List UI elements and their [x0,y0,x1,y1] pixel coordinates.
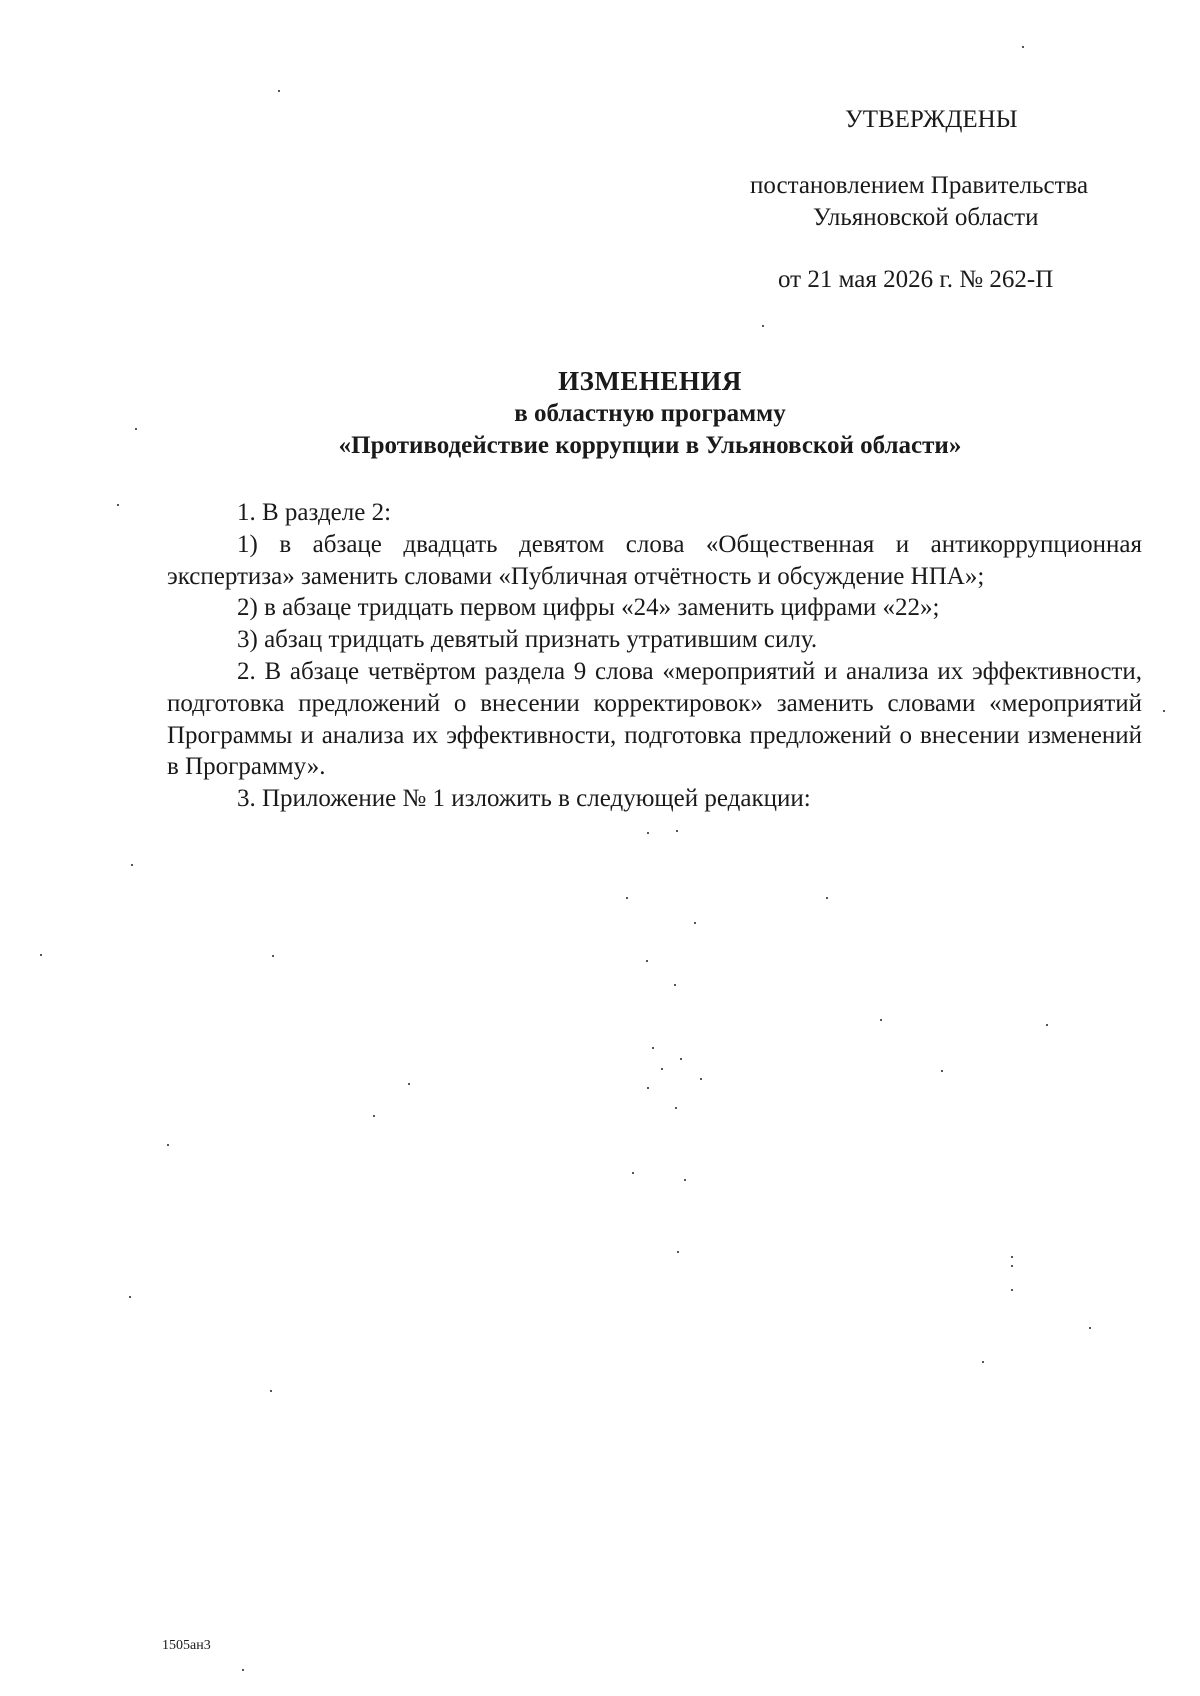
document-footer-code: 1505ан3 [162,1638,211,1653]
scan-speck [661,1068,663,1070]
scan-speck [647,832,649,834]
approval-decree-line-2: Ульяновской области [813,204,1039,231]
scan-speck [1089,1327,1091,1329]
scan-speck [408,1083,410,1085]
scan-speck [135,428,137,430]
paragraph-item-2: 2) в абзаце тридцать первом цифры «24» заменить цифрами «22»; [237,594,940,622]
scan-speck [1011,1256,1013,1258]
scan-speck [167,1144,169,1146]
scan-speck [982,1361,984,1363]
scan-speck [117,504,119,506]
paragraph-item-3: 3) абзац тридцать девятый признать утратившим силу. [237,626,818,654]
scan-speck [675,1107,677,1109]
scan-speck [626,897,628,899]
scan-speck [242,1669,244,1671]
scan-speck [270,1390,272,1392]
paragraph-section-3: 3. Приложение № 1 изложить в следующей редакции: [237,785,811,813]
document-body [167,497,1142,815]
scan-speck [826,897,828,899]
scan-speck [1163,710,1165,712]
scan-speck [684,1179,686,1181]
scan-speck [131,864,133,866]
scan-speck [1011,1265,1013,1267]
scan-speck [674,984,676,986]
scan-speck [278,90,280,92]
scan-speck [680,1058,682,1060]
scan-speck [1011,1289,1013,1291]
document-title: ИЗМЕНЕНИЯ [558,366,742,396]
scan-speck [129,1296,131,1298]
paragraph-item-1: 1) в абзаце двадцать девятом слова «Общественная и антикоррупционная экспертиза» заменить словами «Публичная отчётность и обсуждение НПА»; [167,530,1142,590]
approval-stamp-heading: УТВЕРЖДЕНЫ [845,106,1018,133]
scan-speck [676,830,678,832]
scan-speck [272,955,274,957]
scan-speck [700,1078,702,1080]
scan-speck [1022,46,1024,48]
scan-speck [373,1115,375,1117]
scan-speck [677,1251,679,1253]
scan-speck [632,1172,634,1174]
scan-speck [647,1087,649,1089]
scan-speck [762,325,764,327]
paragraph-section-2: 2. В абзаце четвёртом раздела 9 слова «мероприятий и анализа их эффективности, подготовка предложений о внесении корректировок» заменить словами «мероприятий Программы и анализа их эффективности, подготовка предложений о внесении изменений в Программу». [167,657,1142,781]
scan-speck [941,1070,943,1072]
paragraph-section-1: 1. В разделе 2: [237,499,392,526]
document-subtitle-line-2: «Противодействие коррупции в Ульяновской области» [338,432,962,459]
scan-speck [40,954,42,956]
scan-speck [694,922,696,924]
scan-speck [646,960,648,962]
approval-decree-line-1: постановлением Правительства [750,172,1089,199]
scan-speck [880,1019,882,1021]
scan-speck [652,1047,654,1049]
scan-speck [1046,1024,1048,1026]
approval-date-number: от 21 мая 2026 г. № 262-П [778,266,1054,293]
document-subtitle-line-1: в областную программу [514,400,786,427]
